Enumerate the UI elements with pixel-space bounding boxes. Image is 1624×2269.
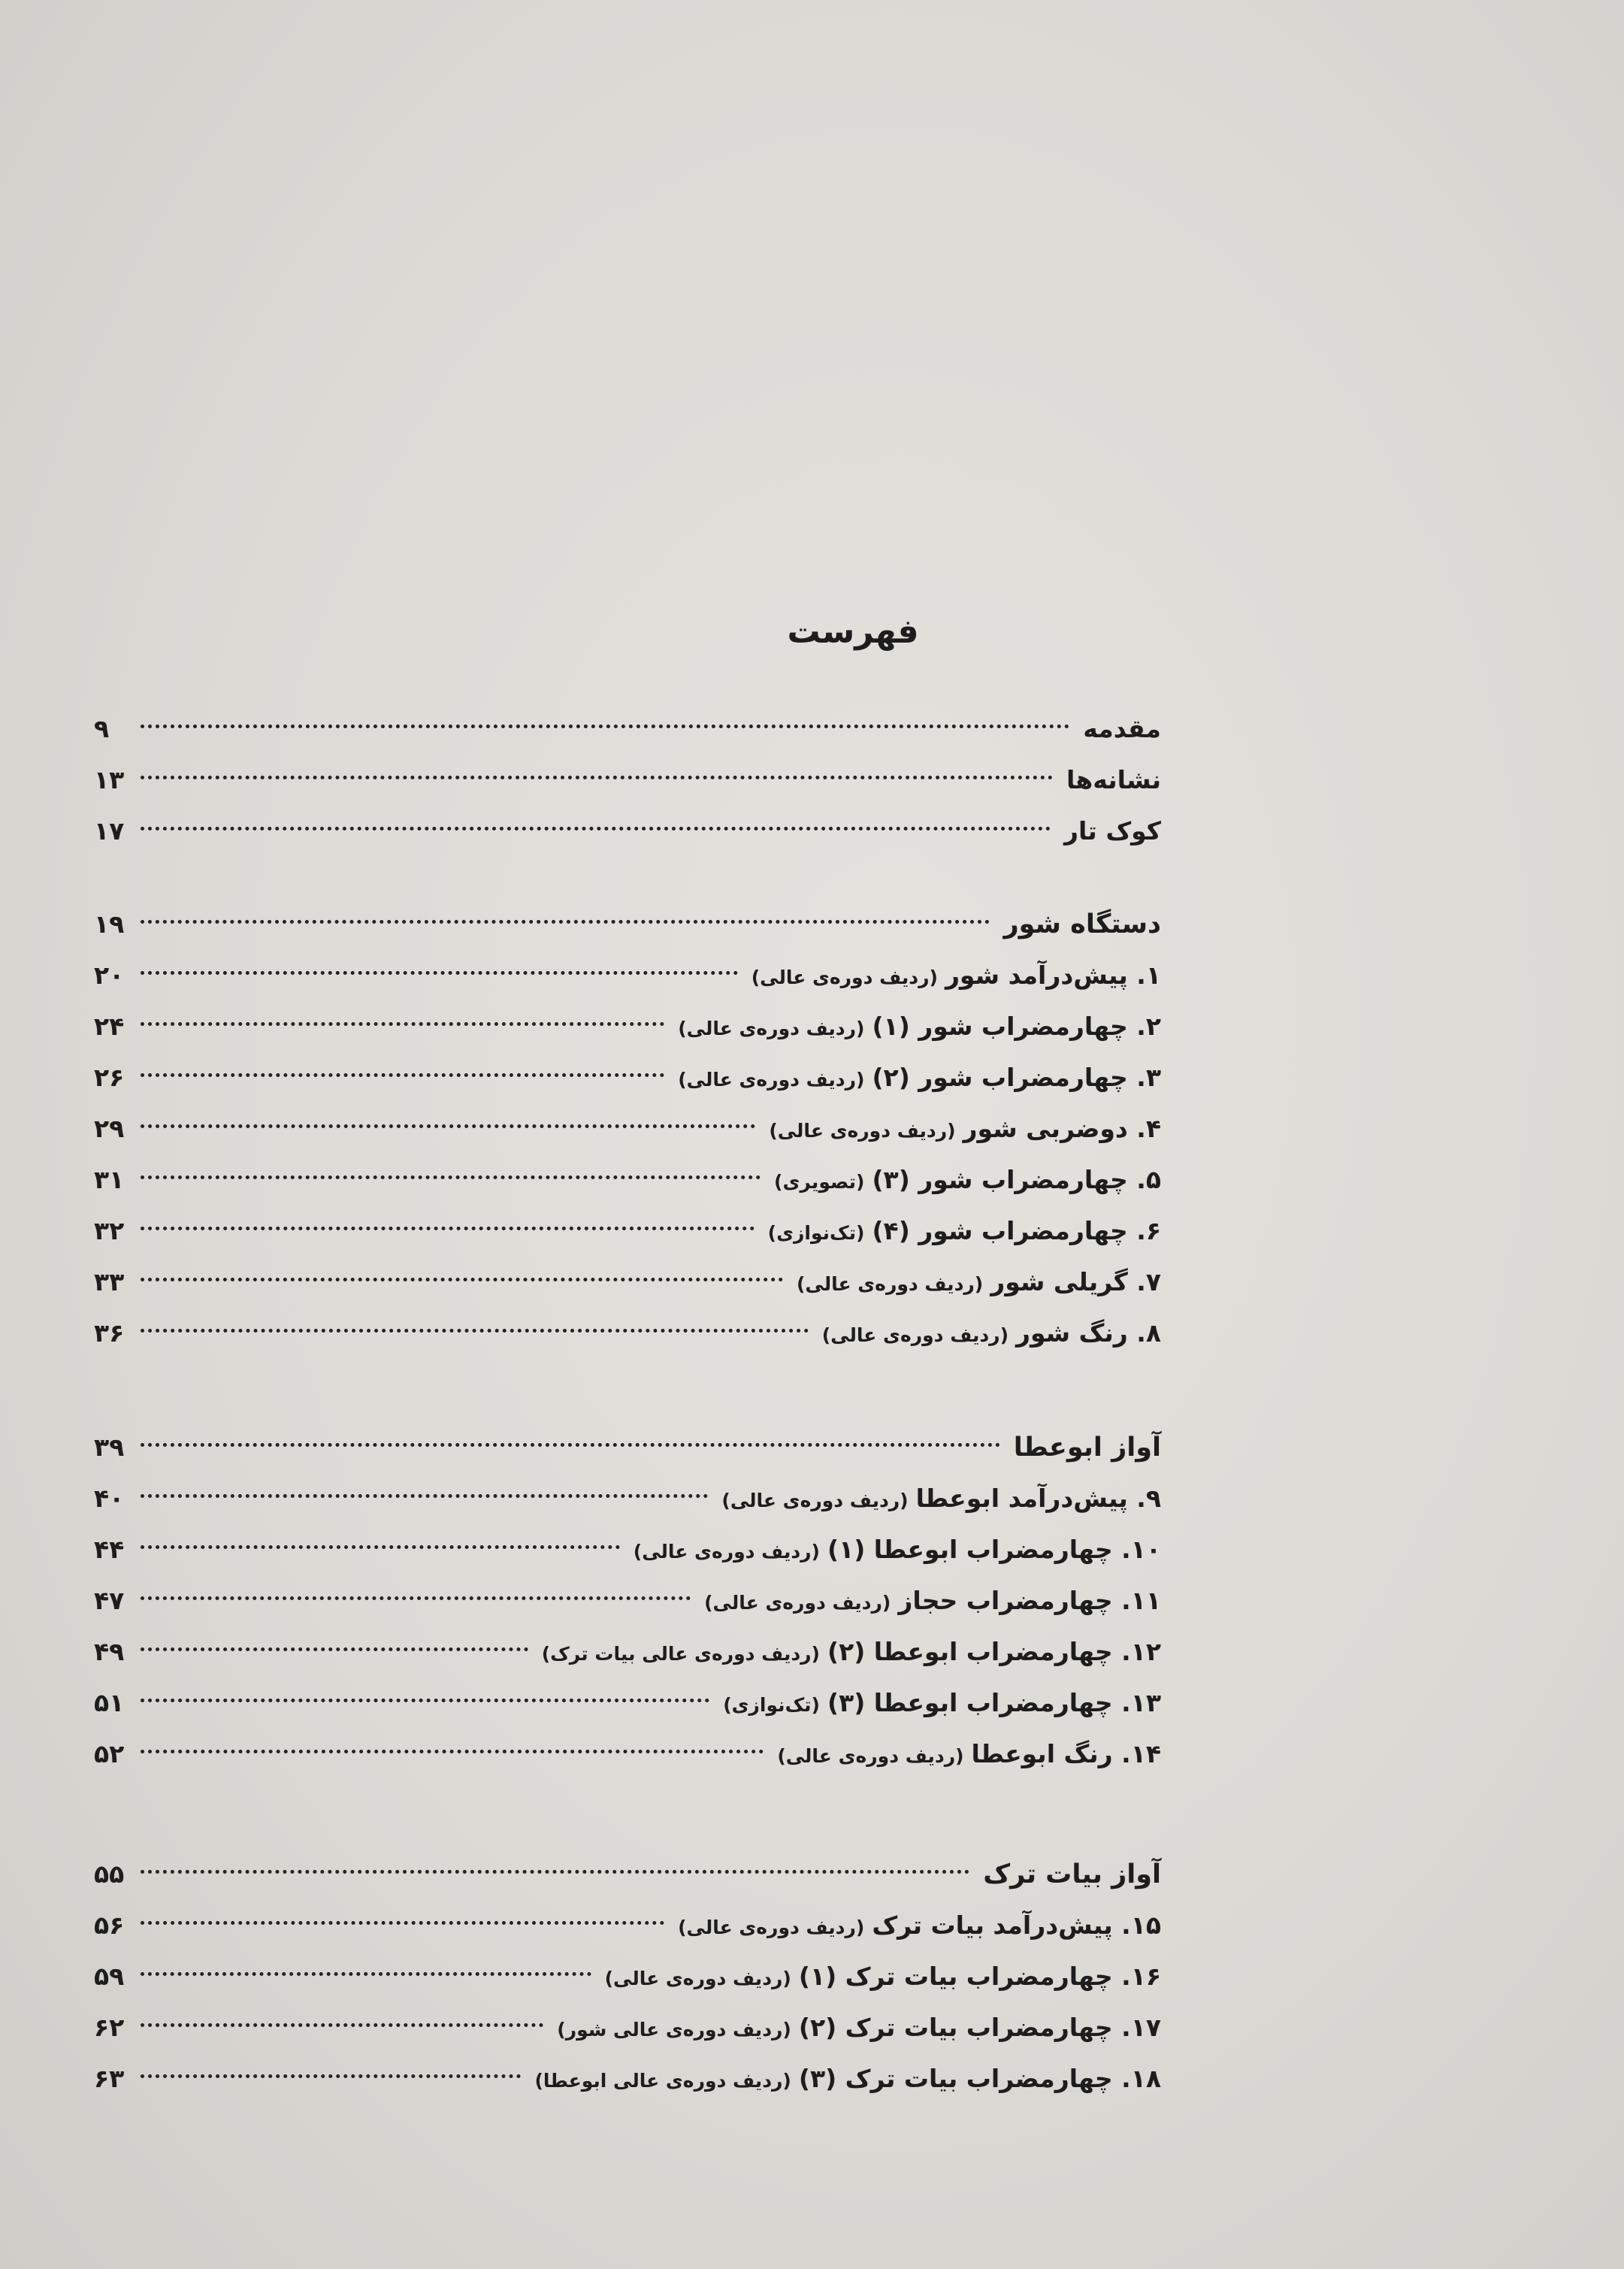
entry-page-number: ۳۳ (94, 1267, 125, 1296)
entry-page-number: ۲۶ (94, 1063, 125, 1092)
entry-subtitle: (ردیف دوره‌ی عالی) (777, 1745, 964, 1767)
entry-page-number: ۵۱ (94, 1688, 125, 1717)
toc-entry (94, 2002, 1161, 2053)
entry-subtitle: (ردیف دوره‌ی عالی) (604, 1968, 791, 1989)
toc-entry (94, 1524, 1161, 1575)
dot-leader (141, 1494, 708, 1498)
dot-leader (141, 1972, 591, 1976)
dot-leader (141, 2074, 521, 2078)
dot-leader (141, 971, 738, 975)
entry-label: ۱۲. چهارمضراب ابوعطا (۲)(ردیف دوره‌ی عالی بیات ترک) (541, 1637, 1161, 1666)
entry-page-number: ۵۶ (94, 1910, 125, 1940)
entry-subtitle: (ردیف دوره‌ی عالی) (678, 1917, 865, 1938)
entry-subtitle: (ردیف دوره‌ی عالی) (797, 1273, 984, 1295)
entry-page-number: ۱۳ (94, 765, 125, 794)
entry-label: ۷. گریلی شور(ردیف دوره‌ی عالی) (797, 1267, 1161, 1296)
entry-label: ۲. چهارمضراب شور (۱)(ردیف دوره‌ی عالی) (678, 1012, 1161, 1041)
entry-page-number: ۵۲ (94, 1739, 125, 1768)
spacer (94, 1780, 1161, 1849)
spacer (94, 1359, 1161, 1422)
toc-entry (94, 1473, 1161, 1524)
entry-subtitle: (تصویری) (774, 1171, 865, 1193)
entry-page-number: ۳۱ (94, 1165, 125, 1194)
entry-page-number: ۱۷ (94, 816, 125, 846)
dot-leader (141, 776, 1053, 779)
entry-subtitle: (تک‌نوازی) (723, 1694, 820, 1716)
entry-subtitle: (ردیف دوره‌ی عالی) (678, 1018, 865, 1039)
spacer (94, 857, 1161, 899)
entry-subtitle: (ردیف دوره‌ی عالی ابوعطا) (534, 2070, 791, 2092)
entry-label: ۹. پیش‌درآمد ابوعطا(ردیف دوره‌ی عالی) (721, 1484, 1161, 1513)
toc-entry (94, 1308, 1161, 1359)
entry-subtitle: (ردیف دوره‌ی عالی) (769, 1120, 956, 1142)
entry-page-number: ۳۲ (94, 1216, 125, 1245)
entry-label: ۱۷. چهارمضراب بیات ترک (۲)(ردیف دوره‌ی عالی شور) (557, 2013, 1161, 2042)
dot-leader (141, 1278, 783, 1281)
entry-subtitle: (ردیف دوره‌ی عالی شور) (557, 2019, 791, 2041)
toc-entry (94, 1575, 1161, 1626)
entry-label: ۱۶. چهارمضراب بیات ترک (۱)(ردیف دوره‌ی عالی) (604, 1962, 1161, 1991)
entry-label: ۶. چهارمضراب شور (۴)(تک‌نوازی) (767, 1216, 1161, 1245)
entry-subtitle: (تک‌نوازی) (767, 1222, 865, 1244)
entry-subtitle: (ردیف دوره‌ی عالی بیات ترک) (541, 1643, 820, 1665)
entry-page-number: ۴۹ (94, 1637, 125, 1666)
entry-label: ۱۰. چهارمضراب ابوعطا (۱)(ردیف دوره‌ی عالی) (633, 1535, 1161, 1564)
entry-label: ۵. چهارمضراب شور (۳)(تصویری) (774, 1165, 1161, 1194)
toc-entry (94, 1729, 1161, 1780)
entry-page-number: ۴۷ (94, 1586, 125, 1615)
dot-leader (141, 1647, 528, 1651)
dot-leader (141, 1175, 761, 1179)
entry-label: نشانه‌ها (1066, 765, 1161, 794)
section-page-number: ۵۵ (94, 1859, 125, 1889)
entry-page-number: ۲۰ (94, 961, 125, 990)
dot-leader (141, 827, 1051, 830)
entry-label: کوک تار (1064, 816, 1161, 846)
toc-entry (94, 2053, 1161, 2104)
dot-leader (141, 1596, 691, 1600)
toc-entry (94, 703, 1161, 755)
section-heading (94, 1422, 1161, 1473)
dot-leader (141, 1329, 809, 1333)
entry-label: ۱. پیش‌درآمد شور(ردیف دوره‌ی عالی) (751, 961, 1161, 990)
entry-label: ۳. چهارمضراب شور (۲)(ردیف دوره‌ی عالی) (678, 1063, 1161, 1092)
entry-page-number: ۶۲ (94, 2013, 125, 2042)
entry-page-number: ۹ (94, 714, 110, 743)
entry-page-number: ۲۴ (94, 1012, 125, 1041)
dot-leader (141, 1545, 620, 1549)
toc-entry (94, 1257, 1161, 1308)
section-page-number: ۳۹ (94, 1432, 125, 1462)
page-title: فهرست (787, 613, 919, 651)
entry-label: مقدمه (1083, 714, 1161, 743)
toc-entry (94, 1154, 1161, 1206)
entry-subtitle: (ردیف دوره‌ی عالی) (704, 1592, 891, 1614)
entry-page-number: ۲۹ (94, 1114, 125, 1143)
toc-entry (94, 1900, 1161, 1951)
toc-entry (94, 1052, 1161, 1103)
entry-page-number: ۵۹ (94, 1962, 125, 1991)
toc-entry (94, 1678, 1161, 1729)
dot-leader (141, 1699, 709, 1702)
dot-leader (141, 1443, 1000, 1447)
section-title: آواز ابوعطا (1013, 1432, 1161, 1463)
section-page-number: ۱۹ (94, 909, 125, 939)
entry-page-number: ۴۰ (94, 1484, 125, 1513)
entry-subtitle: (ردیف دوره‌ی عالی) (633, 1541, 820, 1563)
entry-subtitle: (ردیف دوره‌ی عالی) (751, 967, 938, 988)
toc-entry (94, 1626, 1161, 1678)
section-heading (94, 1849, 1161, 1900)
toc-entry (94, 755, 1161, 806)
dot-leader (141, 1227, 755, 1230)
entry-label: ۱۸. چهارمضراب بیات ترک (۳)(ردیف دوره‌ی عالی ابوعطا) (534, 2064, 1161, 2093)
section-title: آواز بیات ترک (983, 1859, 1161, 1889)
dot-leader (141, 1870, 969, 1874)
entry-label: ۸. رنگ شور(ردیف دوره‌ی عالی) (821, 1318, 1161, 1348)
entry-label: ۱۳. چهارمضراب ابوعطا (۳)(تک‌نوازی) (723, 1688, 1161, 1717)
entry-page-number: ۶۳ (94, 2064, 125, 2093)
entry-label: ۴. دوضربی شور(ردیف دوره‌ی عالی) (769, 1114, 1161, 1143)
entry-subtitle: (ردیف دوره‌ی عالی) (821, 1324, 1009, 1346)
entry-label: ۱۵. پیش‌درآمد بیات ترک(ردیف دوره‌ی عالی) (678, 1910, 1161, 1940)
section-heading (94, 899, 1161, 950)
toc-entry (94, 950, 1161, 1001)
entry-subtitle: (ردیف دوره‌ی عالی) (721, 1490, 909, 1511)
section-title: دستگاه شور (1003, 909, 1161, 939)
dot-leader (141, 920, 990, 924)
dot-leader (141, 1750, 764, 1753)
toc-entry (94, 1103, 1161, 1154)
entry-subtitle: (ردیف دوره‌ی عالی) (678, 1069, 865, 1091)
dot-leader (141, 1073, 664, 1077)
entry-label: ۱۴. رنگ ابوعطا(ردیف دوره‌ی عالی) (777, 1739, 1161, 1768)
toc-entry (94, 1206, 1161, 1257)
dot-leader (141, 725, 1069, 728)
dot-leader (141, 1124, 755, 1128)
entry-page-number: ۴۴ (94, 1535, 125, 1564)
toc-entry (94, 1951, 1161, 2002)
dot-leader (141, 1921, 664, 1925)
dot-leader (141, 2023, 543, 2027)
table-of-contents (94, 613, 1161, 2104)
entry-label: ۱۱. چهارمضراب حجاز(ردیف دوره‌ی عالی) (704, 1586, 1161, 1615)
dot-leader (141, 1022, 664, 1026)
entry-page-number: ۳۶ (94, 1318, 125, 1348)
toc-entry (94, 1001, 1161, 1052)
toc-entry (94, 806, 1161, 857)
